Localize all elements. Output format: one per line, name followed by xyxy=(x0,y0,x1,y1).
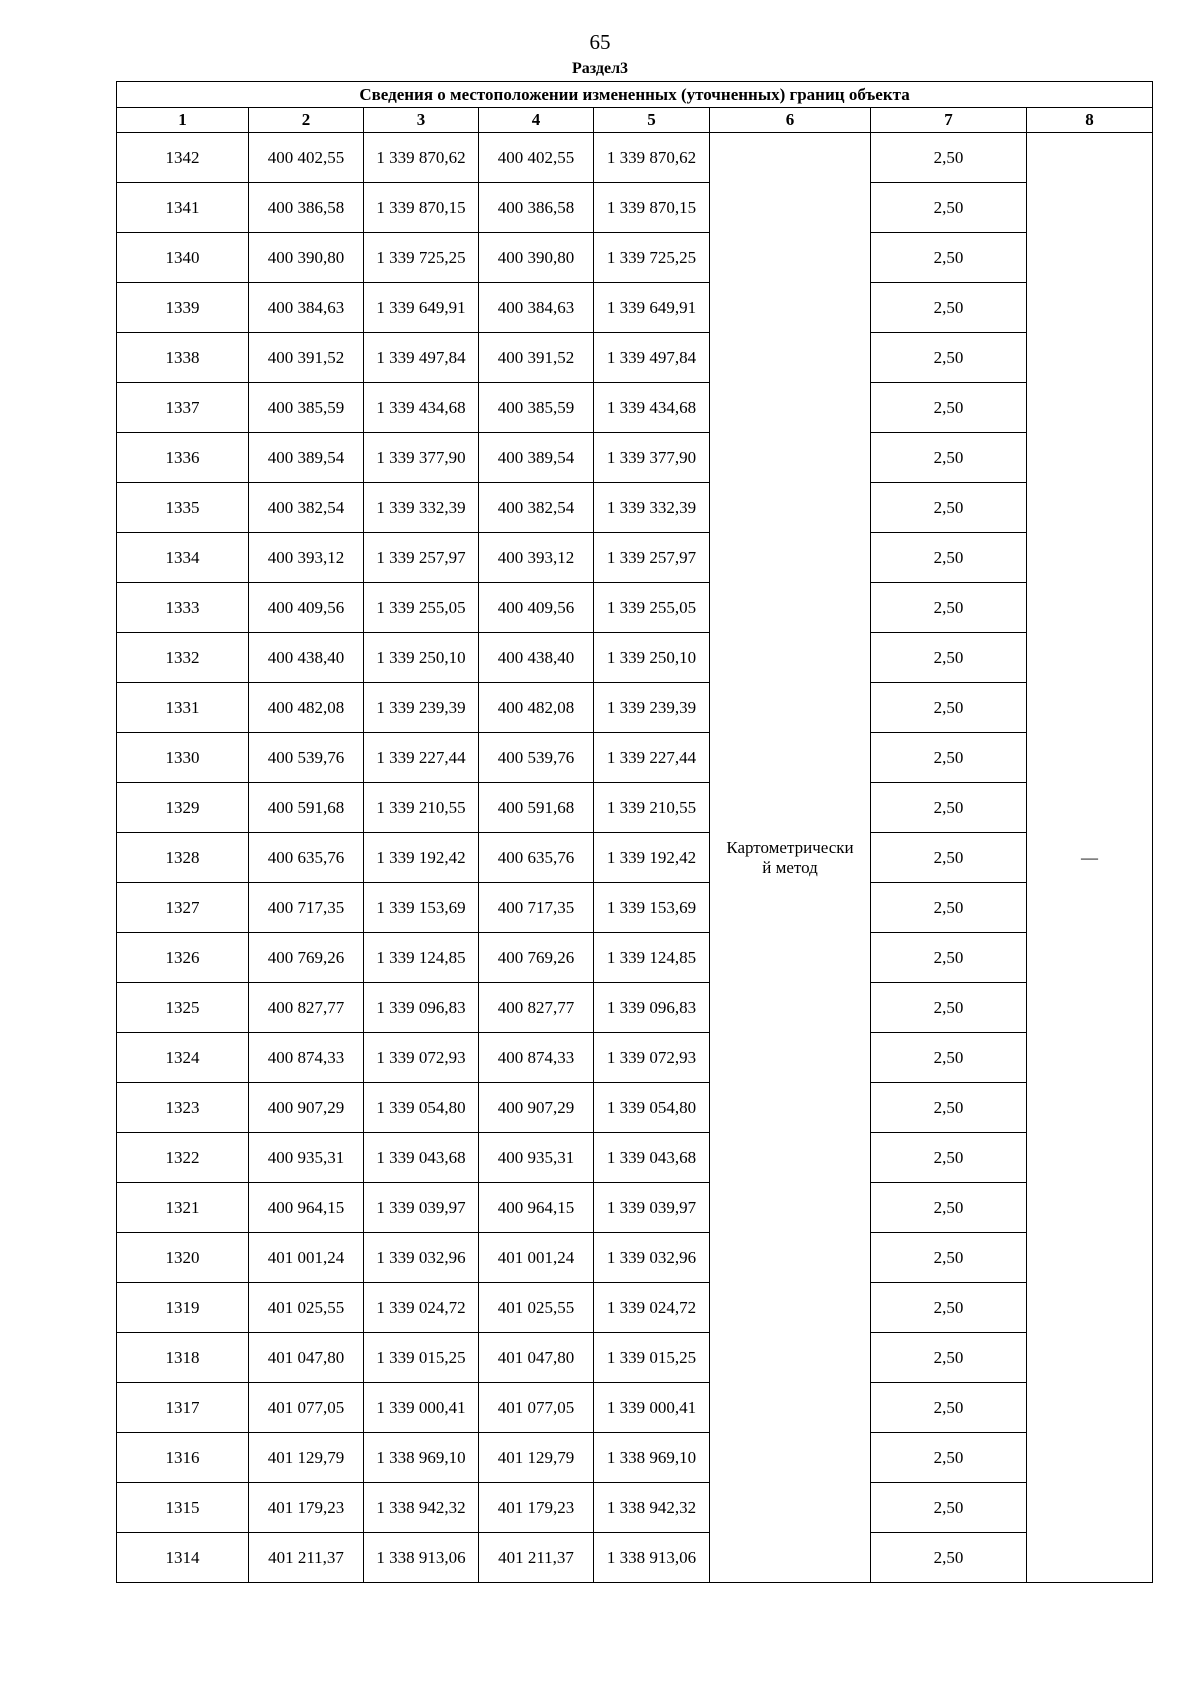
table-body xyxy=(117,133,1153,1583)
table-cell: 2,50 xyxy=(871,483,1027,533)
table-cell: 1322 xyxy=(117,1133,249,1183)
table-cell: 1 339 725,25 xyxy=(594,233,710,283)
table-cell: 2,50 xyxy=(871,1183,1027,1233)
table-cell: 1315 xyxy=(117,1483,249,1533)
table-row xyxy=(117,383,1153,433)
table-cell: 1 339 032,96 xyxy=(364,1233,479,1283)
table-cell: 1 339 434,68 xyxy=(364,383,479,433)
table-cell: 2,50 xyxy=(871,1483,1027,1533)
table-cell: 400 391,52 xyxy=(479,333,594,383)
column-header: 3 xyxy=(364,108,479,133)
table-cell: 1 339 870,15 xyxy=(594,183,710,233)
table-cell: 1341 xyxy=(117,183,249,233)
table-cell: 400 935,31 xyxy=(249,1133,364,1183)
table-cell: 400 438,40 xyxy=(479,633,594,683)
table-cell: 400 438,40 xyxy=(249,633,364,683)
table-cell: 1 339 649,91 xyxy=(594,283,710,333)
table-cell: 1 339 054,80 xyxy=(364,1083,479,1133)
table-cell: 1 339 870,15 xyxy=(364,183,479,233)
column-header: 6 xyxy=(710,108,871,133)
table-cell: 1 339 239,39 xyxy=(364,683,479,733)
table-cell: 1335 xyxy=(117,483,249,533)
table-cell: 400 769,26 xyxy=(249,933,364,983)
table-cell: 1 339 072,93 xyxy=(364,1033,479,1083)
table-cell: 2,50 xyxy=(871,1083,1027,1133)
table-cell: 1 339 153,69 xyxy=(594,883,710,933)
table-cell: 2,50 xyxy=(871,1233,1027,1283)
table-cell: 1 339 870,62 xyxy=(364,133,479,183)
table-cell: 2,50 xyxy=(871,933,1027,983)
table-cell: 1 339 250,10 xyxy=(364,633,479,683)
table-cell: 400 964,15 xyxy=(249,1183,364,1233)
table-cell: 1 339 377,90 xyxy=(364,433,479,483)
table-row xyxy=(117,483,1153,533)
table-cell: 401 211,37 xyxy=(479,1533,594,1583)
table-cell: 1 339 239,39 xyxy=(594,683,710,733)
table-caption-row xyxy=(117,82,1153,108)
table-caption: Сведения о местоположении измененных (уточненных) границ объекта xyxy=(117,82,1153,108)
table-cell: 2,50 xyxy=(871,183,1027,233)
table-cell: 400 907,29 xyxy=(249,1083,364,1133)
table-cell: 2,50 xyxy=(871,783,1027,833)
table-cell: 400 402,55 xyxy=(479,133,594,183)
table-row xyxy=(117,633,1153,683)
table-row xyxy=(117,1183,1153,1233)
table-cell: 1323 xyxy=(117,1083,249,1133)
table-cell: 1332 xyxy=(117,633,249,683)
table-cell: 401 001,24 xyxy=(479,1233,594,1283)
table-cell: 400 717,35 xyxy=(249,883,364,933)
table-cell: 400 827,77 xyxy=(249,983,364,1033)
method-text-line: й метод xyxy=(762,857,818,877)
section-title: Раздел3 xyxy=(571,60,629,77)
table-row xyxy=(117,883,1153,933)
table-cell: 400 827,77 xyxy=(479,983,594,1033)
table-cell: 1 339 497,84 xyxy=(594,333,710,383)
table-row xyxy=(117,783,1153,833)
page-number: 65 xyxy=(589,30,611,54)
table-cell: 400 384,63 xyxy=(249,283,364,333)
table-cell: 400 539,76 xyxy=(479,733,594,783)
table-cell: 2,50 xyxy=(871,1133,1027,1183)
table-cell: 401 077,05 xyxy=(249,1383,364,1433)
table-cell: 1337 xyxy=(117,383,249,433)
table-row xyxy=(117,1533,1153,1583)
table-cell: 400 964,15 xyxy=(479,1183,594,1233)
table-cell: 401 129,79 xyxy=(249,1433,364,1483)
table-cell: 2,50 xyxy=(871,983,1027,1033)
table-cell: 1 339 039,97 xyxy=(594,1183,710,1233)
table-cell: 401 047,80 xyxy=(479,1333,594,1383)
table-cell: 400 482,08 xyxy=(249,683,364,733)
table-cell: 1342 xyxy=(117,133,249,183)
table-cell: 1 339 000,41 xyxy=(364,1383,479,1433)
table-cell: 1340 xyxy=(117,233,249,283)
table-cell: 1331 xyxy=(117,683,249,733)
table-cell: 2,50 xyxy=(871,533,1027,583)
table-cell: 400 409,56 xyxy=(249,583,364,633)
table-cell: 1339 xyxy=(117,283,249,333)
table-row xyxy=(117,683,1153,733)
table-cell: 1316 xyxy=(117,1433,249,1483)
table-cell: 400 389,54 xyxy=(249,433,364,483)
table-cell: 400 384,63 xyxy=(479,283,594,333)
table-cell: 1334 xyxy=(117,533,249,583)
table-cell: 1 339 072,93 xyxy=(594,1033,710,1083)
table-cell: 400 393,12 xyxy=(249,533,364,583)
method-cell xyxy=(710,133,871,1583)
table-cell: 400 385,59 xyxy=(479,383,594,433)
table-cell: 1330 xyxy=(117,733,249,783)
table-cell: 1 338 913,06 xyxy=(594,1533,710,1583)
table-cell: 1 339 257,97 xyxy=(594,533,710,583)
table-cell: 1 339 096,83 xyxy=(364,983,479,1033)
table-cell: 2,50 xyxy=(871,733,1027,783)
table-row xyxy=(117,133,1153,183)
table-cell: 400 874,33 xyxy=(249,1033,364,1083)
table-cell: 1 339 497,84 xyxy=(364,333,479,383)
table-cell: 1329 xyxy=(117,783,249,833)
table-cell: 2,50 xyxy=(871,1433,1027,1483)
table-row xyxy=(117,1033,1153,1083)
table-cell: 1 339 124,85 xyxy=(594,933,710,983)
table-cell: 1 339 227,44 xyxy=(594,733,710,783)
table-cell: 1 339 024,72 xyxy=(364,1283,479,1333)
table-row xyxy=(117,1083,1153,1133)
table-cell: 2,50 xyxy=(871,133,1027,183)
table-cell: 2,50 xyxy=(871,583,1027,633)
table-cell: 1 338 942,32 xyxy=(364,1483,479,1533)
table-cell: 1 339 210,55 xyxy=(364,783,479,833)
column-header: 2 xyxy=(249,108,364,133)
table-cell: 1333 xyxy=(117,583,249,633)
table-row xyxy=(117,283,1153,333)
table-cell: 1 339 032,96 xyxy=(594,1233,710,1283)
table-cell: 401 001,24 xyxy=(249,1233,364,1283)
table-cell: 1 339 255,05 xyxy=(364,583,479,633)
table-cell: 1 339 153,69 xyxy=(364,883,479,933)
table-cell: 1 339 377,90 xyxy=(594,433,710,483)
table-cell: 401 077,05 xyxy=(479,1383,594,1433)
table-cell: 1 339 725,25 xyxy=(364,233,479,283)
table-cell: 400 391,52 xyxy=(249,333,364,383)
table-cell: 1 339 043,68 xyxy=(594,1133,710,1183)
table-cell: 1314 xyxy=(117,1533,249,1583)
table-cell: 1 339 124,85 xyxy=(364,933,479,983)
table-cell: 400 382,54 xyxy=(249,483,364,533)
table-row xyxy=(117,983,1153,1033)
table-cell: 400 769,26 xyxy=(479,933,594,983)
table-cell: 1 339 870,62 xyxy=(594,133,710,183)
table-cell: 1 339 210,55 xyxy=(594,783,710,833)
table-cell: 1319 xyxy=(117,1283,249,1333)
table-cell: 1324 xyxy=(117,1033,249,1083)
table-row xyxy=(117,333,1153,383)
table-cell: 2,50 xyxy=(871,1333,1027,1383)
table-cell: 1 339 015,25 xyxy=(364,1333,479,1383)
table-cell: 2,50 xyxy=(871,833,1027,883)
table-cell: 401 025,55 xyxy=(249,1283,364,1333)
table-header-row xyxy=(117,108,1153,133)
column-8-cell: — xyxy=(1027,133,1153,1583)
table-row xyxy=(117,233,1153,283)
table-cell: 401 179,23 xyxy=(249,1483,364,1533)
table-cell: 2,50 xyxy=(871,883,1027,933)
table-cell: 400 390,80 xyxy=(479,233,594,283)
table-cell: 1 339 015,25 xyxy=(594,1333,710,1383)
table-row xyxy=(117,733,1153,783)
table-cell: 401 025,55 xyxy=(479,1283,594,1333)
table-row xyxy=(117,933,1153,983)
table-cell: 400 635,76 xyxy=(249,833,364,883)
column-header: 7 xyxy=(871,108,1027,133)
table-cell: 1 339 192,42 xyxy=(594,833,710,883)
table-cell: 1 339 250,10 xyxy=(594,633,710,683)
table-cell: 1 339 257,97 xyxy=(364,533,479,583)
table-row xyxy=(117,1433,1153,1483)
table-cell: 2,50 xyxy=(871,683,1027,733)
table-cell: 1 339 096,83 xyxy=(594,983,710,1033)
boundary-coordinates-table xyxy=(116,81,1153,1583)
table-cell: 1328 xyxy=(117,833,249,883)
table-row xyxy=(117,583,1153,633)
table-row xyxy=(117,1383,1153,1433)
table-cell: 400 482,08 xyxy=(479,683,594,733)
table-cell: 401 211,37 xyxy=(249,1533,364,1583)
table-cell: 400 874,33 xyxy=(479,1033,594,1083)
table-cell: 1321 xyxy=(117,1183,249,1233)
table-cell: 1 339 039,97 xyxy=(364,1183,479,1233)
table-cell: 1338 xyxy=(117,333,249,383)
table-cell: 1 339 255,05 xyxy=(594,583,710,633)
column-header: 8 xyxy=(1027,108,1153,133)
column-header: 5 xyxy=(594,108,710,133)
table-cell: 1 338 913,06 xyxy=(364,1533,479,1583)
table-cell: 400 385,59 xyxy=(249,383,364,433)
table-cell: 401 129,79 xyxy=(479,1433,594,1483)
table-cell: 400 386,58 xyxy=(479,183,594,233)
table-cell: 401 179,23 xyxy=(479,1483,594,1533)
table-cell: 400 935,31 xyxy=(479,1133,594,1183)
table-cell: 1 339 054,80 xyxy=(594,1083,710,1133)
table-row xyxy=(117,1333,1153,1383)
table-cell: 2,50 xyxy=(871,1283,1027,1333)
table-cell: 1326 xyxy=(117,933,249,983)
table-cell: 1320 xyxy=(117,1233,249,1283)
table-cell: 400 382,54 xyxy=(479,483,594,533)
table-cell: 400 907,29 xyxy=(479,1083,594,1133)
table-row xyxy=(117,833,1153,883)
table-cell: 2,50 xyxy=(871,1383,1027,1433)
table-row xyxy=(117,183,1153,233)
table-cell: 400 717,35 xyxy=(479,883,594,933)
table-cell: 1 339 434,68 xyxy=(594,383,710,433)
table-cell: 1 338 969,10 xyxy=(594,1433,710,1483)
table-cell: 1 339 649,91 xyxy=(364,283,479,333)
table-cell: 2,50 xyxy=(871,383,1027,433)
table-row xyxy=(117,1283,1153,1333)
table-row xyxy=(117,433,1153,483)
column-header: 4 xyxy=(479,108,594,133)
table-cell: 400 386,58 xyxy=(249,183,364,233)
table-cell: 1336 xyxy=(117,433,249,483)
table-row xyxy=(117,1133,1153,1183)
table-cell: 1318 xyxy=(117,1333,249,1383)
table-row xyxy=(117,533,1153,583)
table-cell: 400 635,76 xyxy=(479,833,594,883)
table-cell: 400 591,68 xyxy=(479,783,594,833)
table-row xyxy=(117,1233,1153,1283)
table-cell: 2,50 xyxy=(871,433,1027,483)
table-cell: 1 339 332,39 xyxy=(594,483,710,533)
table-cell: 2,50 xyxy=(871,633,1027,683)
table-cell: 1 339 000,41 xyxy=(594,1383,710,1433)
table-cell: 1 339 024,72 xyxy=(594,1283,710,1333)
method-text-line: Картометрически xyxy=(726,837,854,857)
table-cell: 1 338 942,32 xyxy=(594,1483,710,1533)
table-cell: 400 409,56 xyxy=(479,583,594,633)
table-cell: 2,50 xyxy=(871,233,1027,283)
table-cell: 2,50 xyxy=(871,1533,1027,1583)
table-cell: 400 591,68 xyxy=(249,783,364,833)
column-header: 1 xyxy=(117,108,249,133)
table-cell: 1325 xyxy=(117,983,249,1033)
table-cell: 400 539,76 xyxy=(249,733,364,783)
table-cell: 2,50 xyxy=(871,283,1027,333)
table-cell: 2,50 xyxy=(871,1033,1027,1083)
table-cell: 1 339 227,44 xyxy=(364,733,479,783)
table-cell: 1 339 192,42 xyxy=(364,833,479,883)
table-cell: 401 047,80 xyxy=(249,1333,364,1383)
table-cell: 1 339 332,39 xyxy=(364,483,479,533)
table-cell: 1327 xyxy=(117,883,249,933)
table-cell: 400 390,80 xyxy=(249,233,364,283)
table-cell: 1 338 969,10 xyxy=(364,1433,479,1483)
table-cell: 1317 xyxy=(117,1383,249,1433)
table-cell: 400 393,12 xyxy=(479,533,594,583)
table-row xyxy=(117,1483,1153,1533)
table-cell: 400 389,54 xyxy=(479,433,594,483)
table-cell: 1 339 043,68 xyxy=(364,1133,479,1183)
table-cell: 2,50 xyxy=(871,333,1027,383)
table-cell: 400 402,55 xyxy=(249,133,364,183)
